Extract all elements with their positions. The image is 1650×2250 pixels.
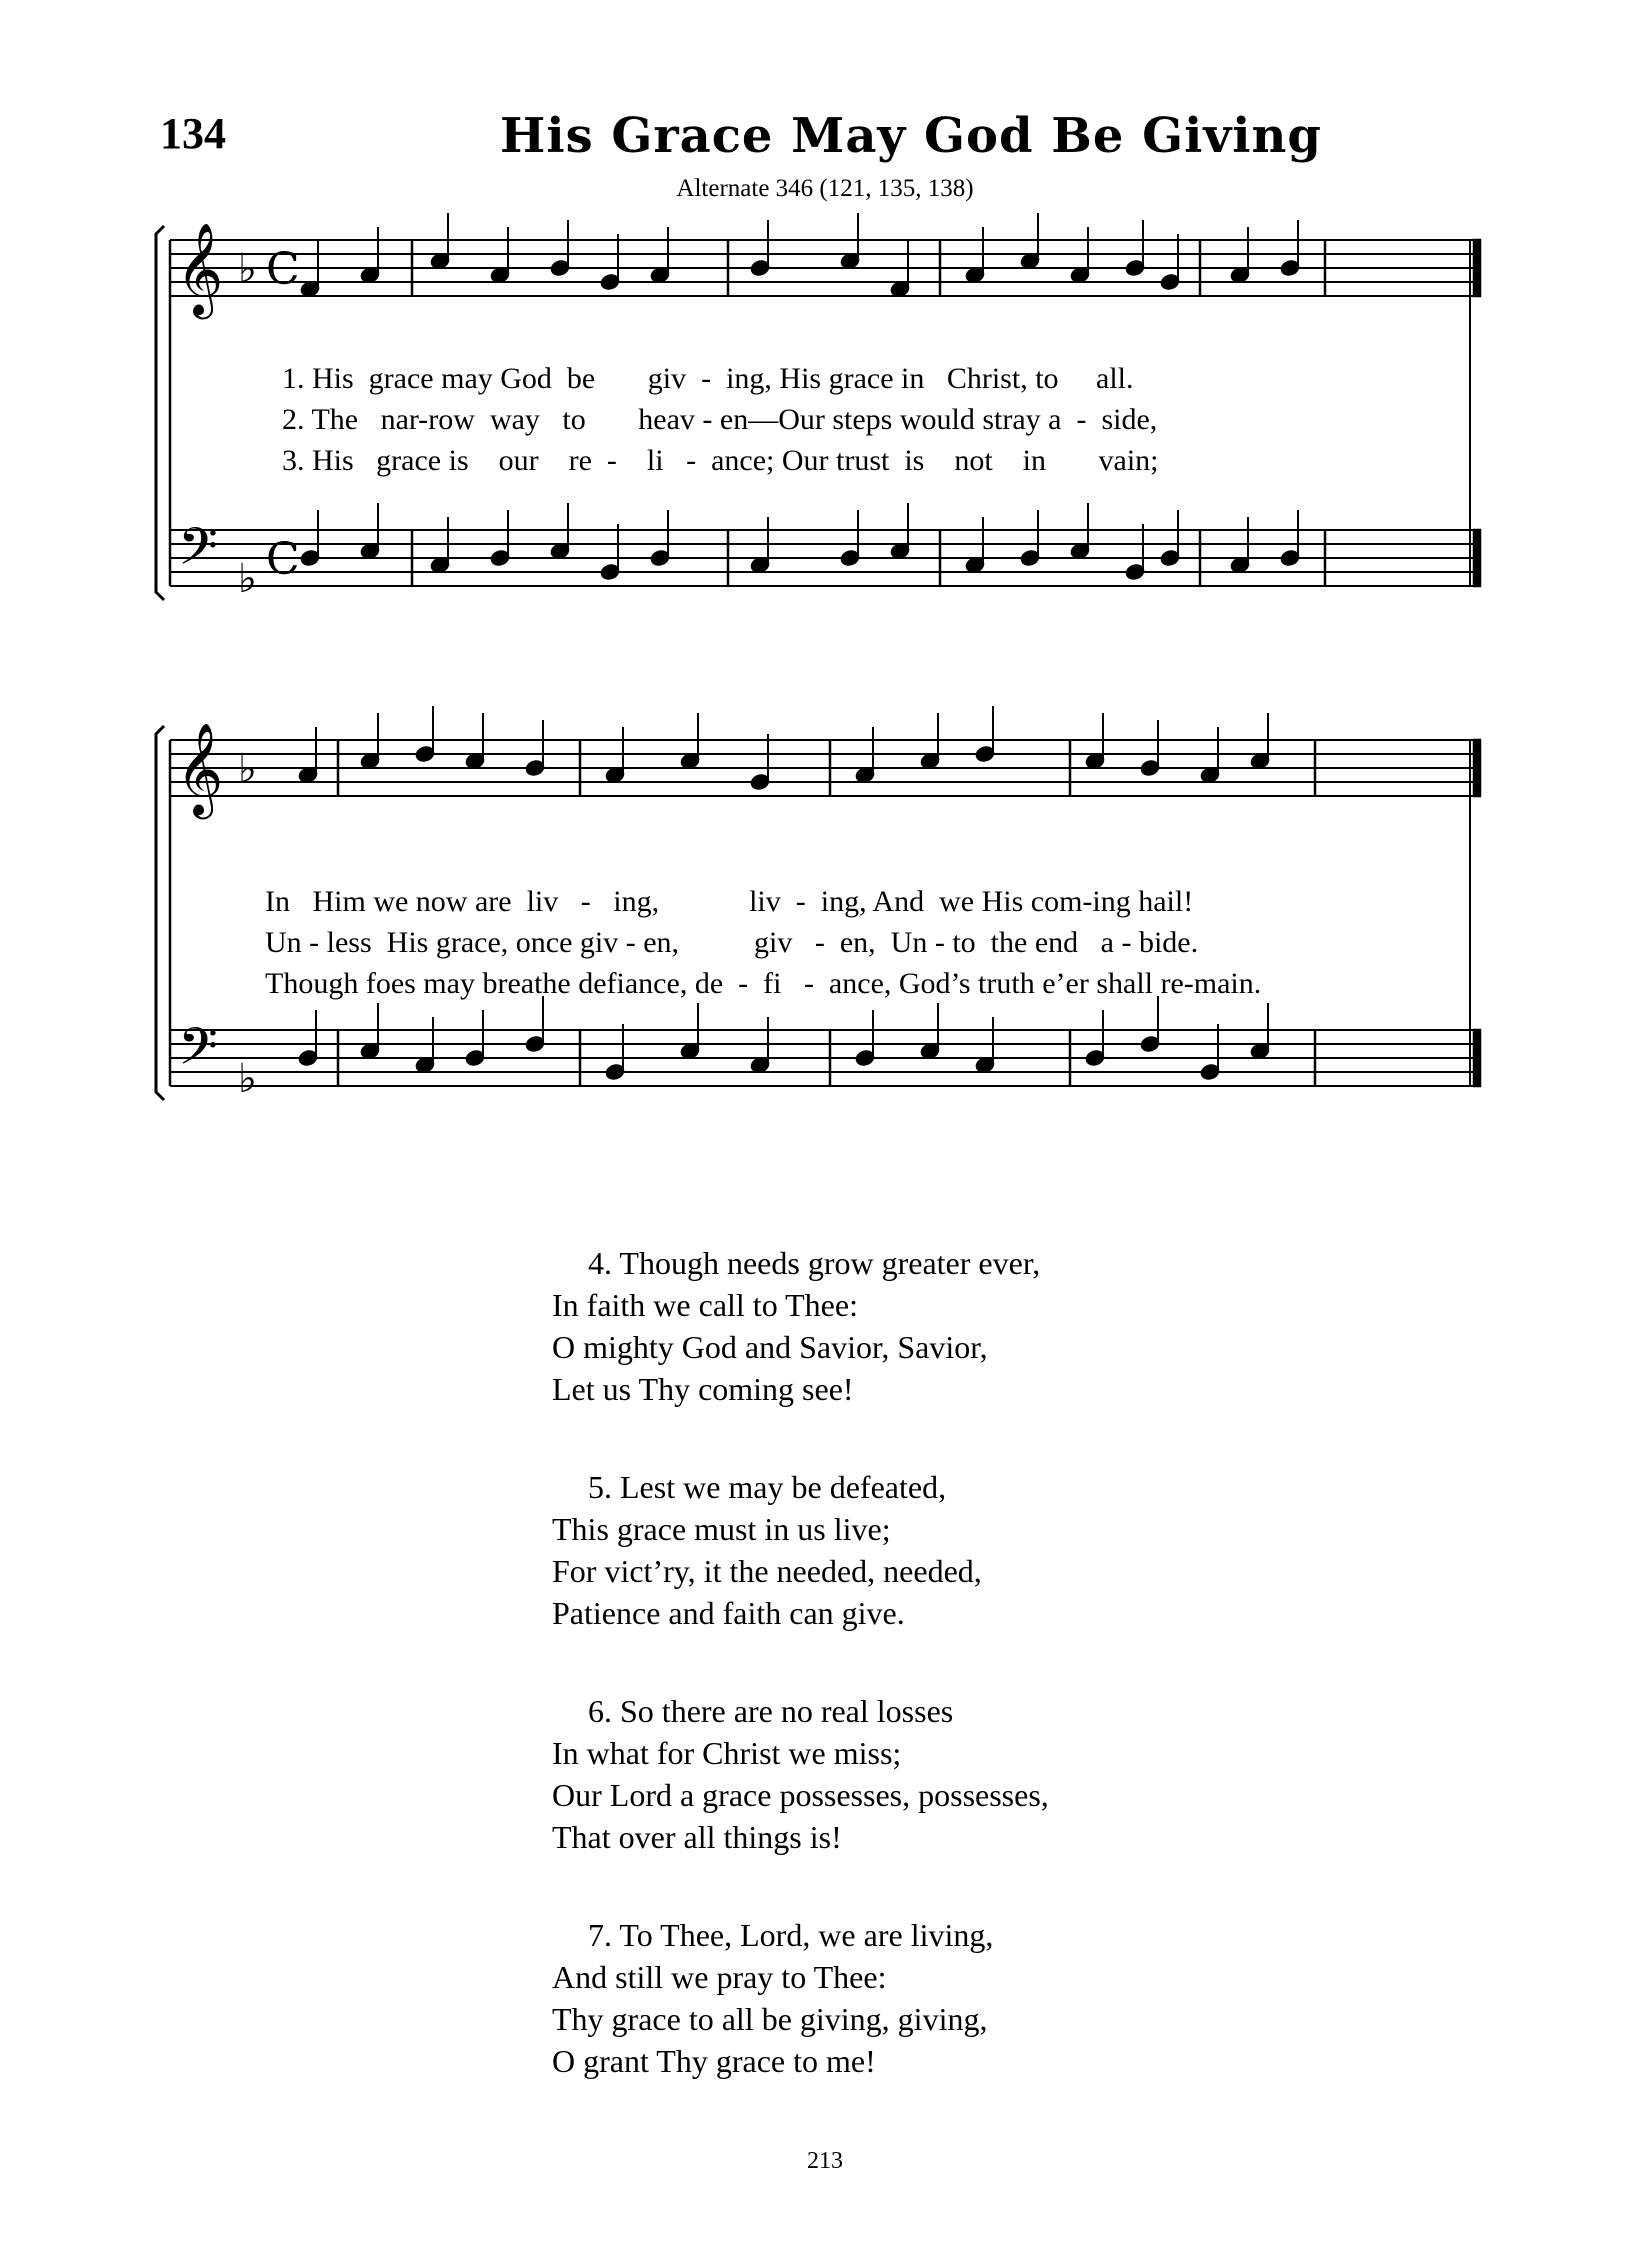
flat-icon: ♭ [238, 556, 257, 602]
verse-block [552, 1466, 1049, 1634]
final-barline-thick [1474, 240, 1480, 296]
flat-icon: ♭ [238, 1056, 257, 1102]
bass-clef-icon: 𝄢 [178, 1016, 218, 1089]
verse-line: And still we pray to Thee: [552, 1959, 887, 1995]
common-time-icon: C [266, 244, 300, 295]
verse-line: 6. So there are no real losses [588, 1693, 954, 1729]
final-barline-thick [1474, 1030, 1480, 1086]
verse-line: In what for Christ we miss; [552, 1735, 902, 1771]
page-number: 213 [807, 2148, 843, 2174]
system-braces [156, 226, 164, 1100]
lyric-line: 2. The nar-row way to heav - en—Our steps would stray a - side, [282, 403, 1158, 436]
system-brace [156, 226, 164, 600]
treble-clef-icon: 𝄞 [176, 222, 224, 315]
verse-block [552, 1914, 1049, 2082]
lyric-line: Un - less His grace, once giv - en, giv - en, Un - to the end a - bide. [265, 926, 1199, 959]
alternate-tunes: Alternate 346 (121, 135, 138) [676, 175, 974, 202]
lyric-line: 3. His grace is our re - li - ance; Our trust is not in vain; [282, 444, 1159, 477]
additional-verses [552, 1242, 1049, 2138]
final-barline-thick [1474, 740, 1480, 796]
final-barline-thick [1474, 530, 1480, 586]
verse-line: Let us Thy coming see! [552, 1371, 854, 1407]
verse-line: Our Lord a grace possesses, possesses, [552, 1777, 1049, 1813]
hymn-title: His Grace May God Be Giving [500, 108, 1322, 164]
common-time-icon: C [266, 534, 300, 585]
verse-line: That over all things is! [552, 1819, 842, 1855]
bass-clef-icon: 𝄢 [178, 516, 218, 589]
flat-icon: ♭ [238, 746, 257, 792]
verse-line: 7. To Thee, Lord, we are living, [588, 1917, 994, 1953]
verse-line: This grace must in us live; [552, 1511, 891, 1547]
verse-line: Thy grace to all be giving, giving, [552, 2001, 988, 2037]
system-brace [156, 726, 164, 1100]
verse-line: O grant Thy grace to me! [552, 2043, 876, 2079]
verse-line: Patience and faith can give. [552, 1595, 905, 1631]
flat-icon: ♭ [238, 246, 257, 292]
hymn-number: 134 [160, 109, 226, 158]
verse-line: 4. Though needs grow greater ever, [588, 1245, 1041, 1281]
verse-line: In faith we call to Thee: [552, 1287, 858, 1323]
verse-block [552, 1690, 1049, 1858]
lyric-line: In Him we now are liv - ing, liv - ing, And we His com-ing hail! [265, 885, 1194, 918]
verse-line: O mighty God and Savior, Savior, [552, 1329, 988, 1365]
verse-line: 5. Lest we may be defeated, [588, 1469, 947, 1505]
verse-line: For vict’ry, it the needed, needed, [552, 1553, 982, 1589]
treble-clef-icon: 𝄞 [176, 722, 224, 815]
verse-block [552, 1242, 1049, 1410]
lyric-line: Though foes may breathe defiance, de - fi - ance, God’s truth e’er shall re-main. [265, 967, 1262, 1000]
lyric-line: 1. His grace may God be giv - ing, His grace in Christ, to all. [282, 362, 1134, 395]
